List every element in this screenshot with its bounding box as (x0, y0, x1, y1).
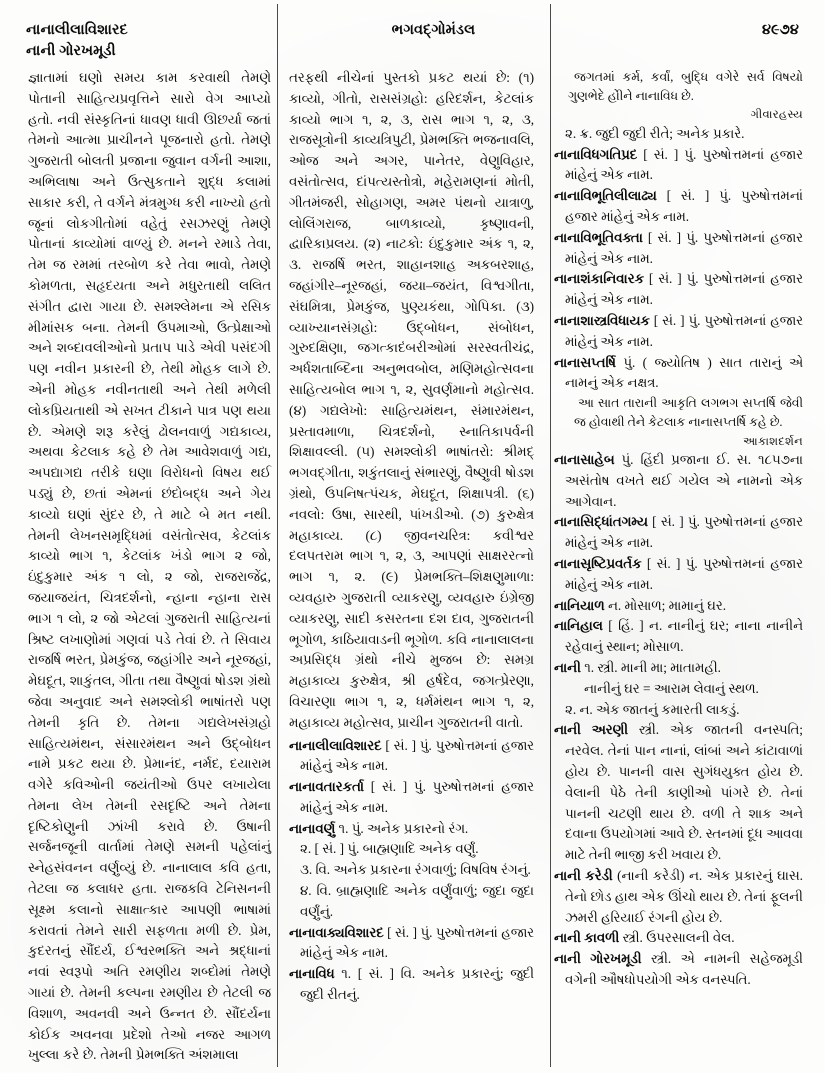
dictionary-entry (554, 658, 803, 679)
entry-headword: નાનાસાહેબ (554, 452, 615, 468)
entry-headword: નાનાવિધગતિપ્રદ (554, 146, 638, 162)
entry-definition: [ સં. ] પું. પુરુષોત્તમનાં હજાર માંહેનું એક નામ. (565, 271, 803, 308)
entry-definition: [ સં. ] પું. પુરુષોત્તમનાં હજાર માંહેનું એક નામ. (300, 924, 535, 961)
entry-definition: [ સં. ] પું. પુરુષોત્તમનાં હજાર માંહેનું એક નામ. (300, 737, 535, 774)
entry-definition: ૧. [ સં. ] વિ. અનેક પ્રકારનું; જુદી જુદી રીતનું. (300, 966, 535, 1003)
entry-headword: નાનાવિભૂતિલીલાઢ્ય (554, 188, 657, 204)
dictionary-entry (554, 450, 803, 512)
entry-definition: [ હિં. ] ન. નાનીનું ઘર; નાના નાનીને રહેવાનું સ્થાન; મોસાળ. (565, 618, 803, 655)
dictionary-entry (554, 145, 803, 187)
book-title: ભગવદ્ગોમંડલ (391, 22, 476, 38)
dictionary-entry (554, 928, 803, 949)
dictionary-entry (554, 512, 803, 554)
entry-headword: નાનાશાસ્ત્રવિધાયક (554, 313, 650, 328)
column-2 (281, 68, 544, 1066)
dictionary-entry (554, 186, 803, 228)
header-left-guidewords (26, 20, 128, 61)
dictionary-entry (554, 228, 803, 270)
entry-sense: ૩. વિ. અનેક પ્રકારના રંગવાળું; વિષવિષ રંગનું. (300, 862, 531, 878)
entry-definition: (નાની કરેડી) ન. એક પ્રકારનું ઘાસ. તેનો છોડ હાથ એક ઊંચો થાય છે. તેનાં ફૂલની ઝમરી હરિયાઈ રંગની હોય છે. (565, 867, 803, 925)
entry-headword: નાની ગોરખમૂડી (554, 951, 642, 967)
entry-definition: પું. ( જ્યોતિષ ) સાત તારાનું એ નામનું એક નક્ષત્ર. (565, 354, 803, 391)
column-layout (14, 66, 811, 1066)
guideword-first: નાનાલીલાવિશારદ (26, 22, 128, 38)
entry-headword: નાની (554, 659, 581, 675)
dictionary-entry (554, 866, 803, 928)
entry-definition: [ સં. ] પું. પુરુષોત્તમનાં હજાર માંહેનું એક નામ. (565, 313, 803, 349)
entry-headword: નાનાસપ્તર્ષિ (554, 354, 616, 370)
dictionary-entry (289, 923, 534, 965)
entry-headword: નાનાશંકાનિવારક (554, 271, 644, 287)
entry-definition: [ સં. ] પું. પુરુષોત્તમનાં હજાર માંહેનું એક નામ. (565, 514, 803, 551)
guideword-last: નાની ગોરખમૂડી (26, 42, 116, 59)
dictionary-entry (289, 819, 534, 840)
dictionary-entry (554, 616, 803, 658)
body-paragraph: તરફથી નીચેનાં પુસ્તકો પ્રકટ થયાં છે: (૧) કાવ્યો, ગીતો, રાસસંગ્રહો: હરિદર્શન, કેટલાંક કાવ્યો ભાગ ૧, ૨, ૩, રાસ ભાગ ૧, ૨, ૩, રાજસૂત્રોની કાવ્યત્રિપુટી, પ્રેમભક્તિ ભજનાવલિ, ઓજ અને અગર, પાનેતર, વેણુવિહાર, વસંતોત્સવ, દાંપત્યસ્તોત્રો, મહેરામણનાં મોતી, ગીતમંજરી, સોહાગણ, અમર પંથનો યાત્રાળુ, લોલિંગરાજ, બાળકાવ્યો, કૃષ્ણાવની, દ્વારિકાપ્રલય. (૨) નાટકો: ઇંદુકુમાર અંક ૧, ૨, ૩. રાજર્ષિ ભરત, શાહાનશાહ અકબરશાહ, જહાંગીર–નૂરજહાં, જયા–જયંત, વિશ્વગીતા, સંઘમિત્રા, પ્રેમકુંજ, પુણ્યકંથા, ગોપિકા. (૩) વ્યાખ્યાનસંગ્રહો: ઉદ્બોધન, સંબોધન, ગુરુદક્ષિણા, જગત્કાદંબરીઓમાં સરસ્વતીચંદ્ર, અર્ધશતાબ્દિના અનુભવબોલ, મણિમહોત્સવના સાહિત્યબોલ ભાગ ૧, ૨, સુવર્ણમાનો મહોત્સવ. (૪) ગદ્યલેખો: સાહિત્યમંથન, સંમારમંથન, પ્રસ્તાવમાળા, ચિત્રદર્શનો, સ્નાતિકાપર્વની શિક્ષાવલ્લી. (૫) સમશ્લોકી ભાષાંતરો: શ્રીમદ્ ભગવદ્ગીતા, શકુંતલાનું સંભારણું, વૈષ્ણુવી ષોડશ ગ્રંથો, ઉપનિષત્પંચક, મેઘદૂત, શિક્ષાપત્રી. (૬) નવલો: ઉષા, સારથી, પાંખડીઓ. (૭) કુરુક્ષેત્ર મહાકાવ્ય. (૮) જીવનચરિત્ર: કવીશ્વર દલપતરામ ભાગ ૧, ૨, ૩, આપણાં સાક્ષરરત્નો ભાગ ૧, ૨. (૯) પ્રેમભક્તિ–શિક્ષણુમાળા: વ્યવહારુ ગુજરાતી વ્યાકરણુ, વ્યવહારુ ઇંગ્રેજી વ્યાકરણુ, સાદી કસરતના દશ દાવ, ગુજરાતની ભૂગોળ, કાઠિયાવાડની ભૂગોળ. કવિ નાનાલાલના અપ્રસિદ્ધ ગ્રંથો નીચે મુજબ છે: સમગ્ર મહાકાવ્ય કુરુક્ષેત્ર, શ્રી હર્ષદેવ, જગત્પ્રેરણા, વિચારણા ભાગ ૧, ૨, ધર્મમંથન ભાગ ૧, ૨, મહાકાવ્ય મહોત્સવ, પ્રાચીન ગુજરાતની વાતો. (289, 70, 535, 730)
entry-definition: [ સં. ] પું. પુરુષોત્તમનાં હજાર માંહેનું એક નામ. (565, 229, 803, 266)
dictionary-entry (554, 353, 803, 395)
dictionary-entry (554, 269, 803, 311)
header-book-title (128, 20, 739, 39)
entry-headword: નાનાસિદ્ધાંતગમ્ય (554, 514, 648, 530)
entry-definition: [ સં. ] પું. પુરુષોત્તમનાં હજાર માંહેનું એક નામ. (565, 188, 803, 225)
entry-definition: [ સં. ] પું. પુરુષોત્તમનાં હજાર માંહેનું એક નામ. (565, 146, 803, 183)
entry-headword: નાનિયાળ (554, 597, 605, 613)
dictionary-entry (554, 949, 803, 991)
entry-headword: નાનાવિધ (289, 966, 335, 982)
entry-headword: નાનાલીલાવિશારદ (289, 737, 382, 753)
dictionary-entry (554, 311, 803, 353)
entry-sense: ૨. [ સં. ] પું. બાહ્મણાદિ અનેક વર્ણું. (300, 841, 479, 857)
running-header (14, 14, 811, 66)
entry-headword: નાની અરણી (554, 722, 629, 738)
entry-headword: નાનાસૃષ્ટિપ્રવર્તક (554, 556, 642, 571)
usage-note: આ સાત તારાની આકૃતિ લગભગ સપ્તર્ષિ જેવી જ હોવાથી તેને કેટલાક નાનાસપ્તર્ષિ કહે છે. (574, 396, 803, 430)
entry-definition: પું. હિંદી પ્રજાના ઈ. સ. ૧૮૫૭ના અસંતોષ વખતે થઈ ગયેલ એ નામનો એક આગેવાન. (565, 452, 803, 509)
column-1 (18, 68, 281, 1066)
entry-definition: સ્ત્રી. ઉપરસાલની વેલ. (619, 930, 735, 946)
entry-headword: નાનાવાક્યવિશારદ (289, 924, 384, 940)
entry-headword: નાની કાવળી (554, 930, 620, 946)
entry-definition: સ્ત્રી. એક જાતની વનસ્પતિ; નરવેલ. તેનાં પાન નાનાં, લાંબાં અને કાંટાવાળાં હોય છે. પાનની વાસ સુગંધયુક્ત હોય છે. વેલાની પેઠે તેની કાણીઓ પાંગરે છે. તેનાં પાનની ચટણી થાય છે. વળી તે શાક અને દવાના ઉપયોગમાં આવે છે. સ્તનમાં દૂધ આવવા માટે તેની ભાજી કરી ખવાય છે. (565, 722, 803, 863)
entry-sense: ૨. ન. એક જાતનું કમારતી લાકડું. (565, 701, 740, 717)
dictionary-entry (289, 964, 534, 1006)
body-paragraph: જ્ઞાતામાં ઘણો સમય કામ કરવાથી તેમણે પોતાની સાહિત્યપ્રવૃત્તિને સારો વેગ આપ્યો હતો. નવી સંસ્કૃતિનાં ધાવણ ધાવી ઊછર્યા જતાં તેમનો આત્મા પ્રાચીનને પૂજનારો હતો. તેમણે ગુજરાતી બોલતી પ્રજાના જુવાન વર્ગની આશા, અભિલાષા અને ઉત્સુકતાને શુદ્ધ કલામાં સાકાર કરી, તે વર્ગને મંત્રમુગ્ધ કરી નાખ્યો હતો જૂનાં લોકગીતોમાં વહેતું રસઝરણું તેમણે પોતાનાં કાવ્યોમાં વાળ્યું છે. મનને રમાડે તેવા, તેમ જ રમમાં તરબોળ કરે તેવા ભાવો, તેમણે કોમળતા, સહૃદયતા અને મધુરતાથી લલિત સંગીત દ્વારા ગાયા છે. સમશ્લેમના એ રસિક મીમાંસક બના. તેમની ઉપમાઓ, ઉત્પ્રેક્ષાઓ અને શબ્દાવલીઓનો પ્રતાપ પાડે એવી પસંદગી પણ નવીન પ્રકારની છે, તેથી મોહક લાગે છે. એની મોહક નવીનતાથી અને તેથી મળેલી લોકપ્રિયતાથી એ સખત ટીકાને પાત્ર પણ થયા છે. એમણે શરૂ કરેલું ઢોલનવાળું ગદ્યકાવ્ય, અથવા કેટલાક કહે છે તેમ આવેશવાળું ગદ્ય, અપદ્યાગદ્ય તરીકે ઘણા વિરોધનો વિષય થઈ પડ્યું છે, છતાં એમનાં છંદોબદ્ધ અને ગેય કાવ્યો ઘણાં સુંદર છે, તે માટે બે મત નથી. તેમની લેખનસમૃદ્ધિમાં વસંતોત્સવ, કેટલાંક કાવ્યો ભાગ ૧, કેટલાંક ખંડો ભાગ ૨ જો, ઇંદુકુમાર અંક ૧ લો, ૨ જો, રાજરાજેંદ્ર, જયાજયંત, ચિત્રદર્શનો, ન્હાના ન્હાના રાસ ભાગ ૧ લો, ૨ જો એટલાં ગુજરાતી સાહિત્યનાં શ્રિષ્ટ લખાણોમાં ગણવાં પડે તેવાં છે. તે સિવાય રાજર્ષિ ભરત, પ્રેમકુંજ, જહાંગીર અને નૂરજહાં, મેઘદૂત, શાકુંતલ, ગીતા તથા વૈષ્ણુવાં ષોડશ ગ્રંથો જેવા અનુવાદ અને સમશ્લોકી ભાષાંતરો પણ તેમની કૃતિ છે. તેમના ગદ્યલેખસંગ્રહો સાહિત્યમંથન, સંસારમંથન અને ઉદ્બોધન નામે પ્રકટ થયા છે. પ્રેમાનંદ, નર્મદ, દયારામ વગેરે કવિઓની જયંતીઓ ઉપર લખાયેલા તેમના લેખ તેમની રસદૃષ્ટિ અને તેમના દૃષ્ટિકોણુની ઝાંખી કરાવે છે. ઉષાની સર્જનજૂની વાર્તામાં તેમણે સમની પહેલાંનું સ્નેહસંવનન વર્ણુવ્યું છે. નાનાલાલ કવિ હતા, તેટલા જ કલાધર હતા. રાજકવિ ટેનિસનની સૂક્ષ્મ કલાનો સાક્ષાત્કાર આપણી ભાષામાં કરાવતાં તેમને સારી સફળતા મળી છે. પ્રેમ, કુદરતનું સૌંદર્ય, ઈશ્વરભક્તિ અને શ્રદ્ધાનાં નવાં સ્વરૂપો અતિ રમણીય શબ્દોમાં તેમણે ગાયાં છે. તેમની કલ્પના રમણીય છે તેટલી જ વિશાળ, અવનવી અને ઉન્નત છે. સૌંદર્યના કોઈક અવનવા પ્રદેશો તેઓ નજર આગળ ખુલ્લા કરે છે. તેમની પ્રેમભક્તિ અંશમાલા (28, 70, 272, 1063)
entry-headword: નાની કરેડી (554, 867, 613, 883)
column-3 (544, 68, 807, 1066)
entry-definition: [ સં. ] પું. પુરુષોત્તમનાં હજાર માંહેનું એક નામ. (565, 556, 803, 592)
header-page-number (739, 20, 799, 39)
entry-headword: નાનાવર્ણુ (289, 820, 336, 836)
entry-definition: સ્ત્રી. એ નામની સહેજમૂડી વગેની ઔષધોપયોગી એક વનસ્પતિ. (565, 951, 803, 987)
citation-source: ગીવારહસ્ય (750, 108, 803, 122)
citation-quote: જગતમાં કર્મ, કર્વાં, બુદ્ધિ વગેરે સર્વ વિષયો ગુણભેદે હોીને નાનાવિધ છે. (568, 70, 803, 104)
page-number: ૪૯૭૪ (761, 22, 799, 38)
entry-phrase: નાનીનું ઘર = આરામ લેવાનું સ્થળ. (584, 680, 759, 696)
dictionary-entry (554, 596, 803, 617)
citation-source: આકાશદર્શન (743, 434, 803, 448)
entry-definition: [ સં. ] પું. પુરુષોત્તમનાં હજાર માંહેનું એક નામ. (300, 779, 535, 815)
entry-definition: ન. મોસાળ; મામાનું ઘર. (604, 597, 727, 613)
entry-headword: નાનાવતારકર્તા (289, 779, 365, 795)
entry-definition: ૧. સ્ત્રી. માની મા; માતામહી. (580, 659, 721, 675)
dictionary-entry (554, 720, 803, 866)
entry-headword: નાનાવિભૂતિવક્તા (554, 229, 643, 245)
entry-definition: ૧. પું. અનેક પ્રકારનો રંગ. (335, 820, 469, 836)
dictionary-entry (289, 777, 534, 819)
entry-headword: નાનિહાલ (554, 618, 603, 634)
dictionary-entry (554, 554, 803, 596)
entry-sense: ૨. ક્ર. જુદી જુદી રીતે; અનેક પ્રકારે. (565, 125, 745, 141)
dictionary-entry (289, 736, 534, 778)
entry-sense: ૪. વિ. બ્રાહ્મણાદિ અનેક વર્ણુંવાળું; જુદા જુદા વર્ણુંનું. (300, 883, 535, 919)
